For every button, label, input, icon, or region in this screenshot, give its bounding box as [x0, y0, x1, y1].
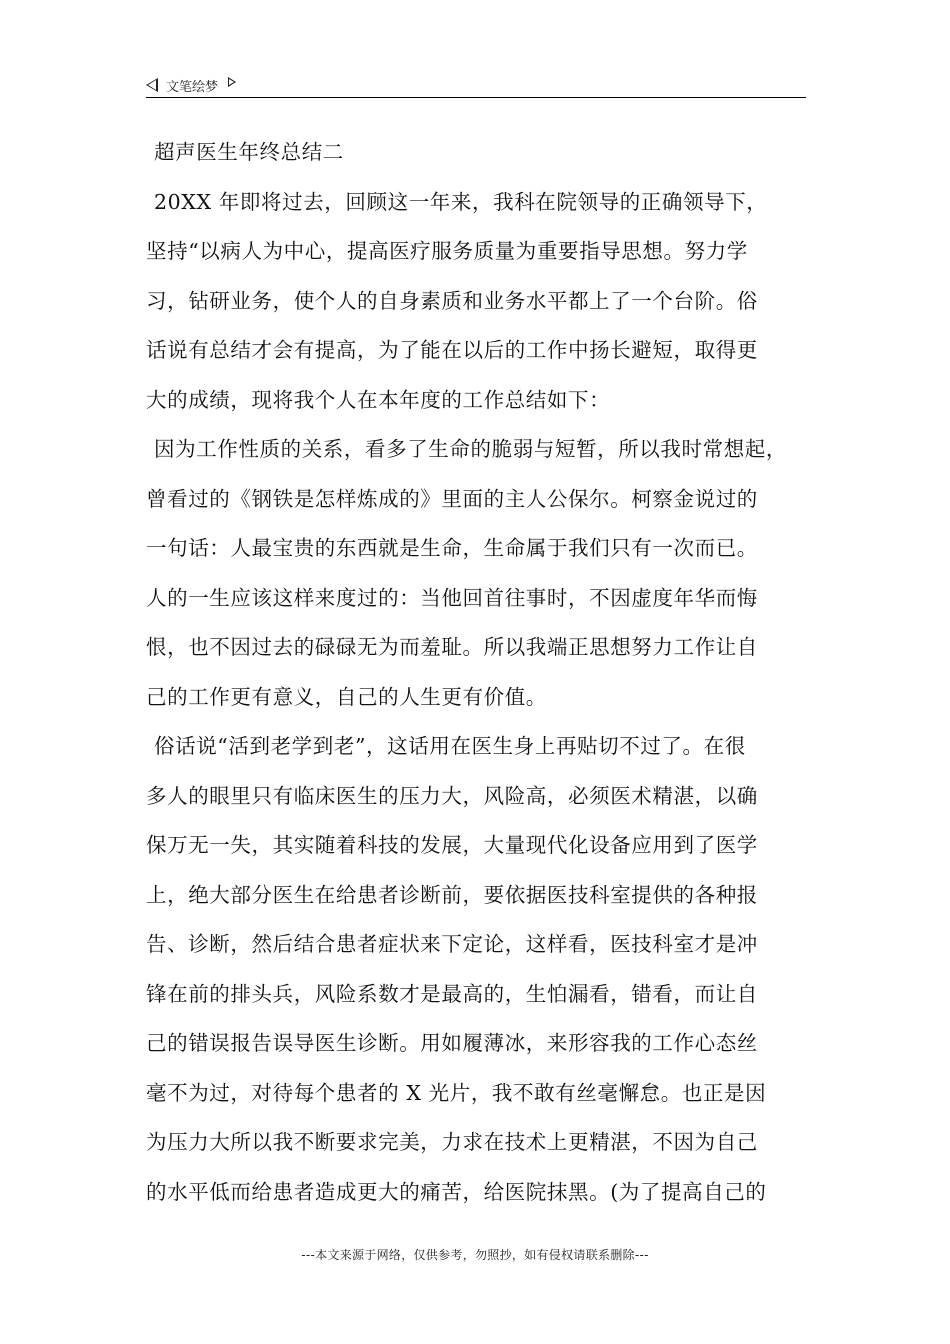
header-brand: 文笔绘梦	[166, 79, 219, 95]
triangle-right-icon	[228, 77, 236, 87]
paragraph-line: 大的成绩，现将我个人在本年度的工作总结如下：	[146, 387, 611, 412]
paragraph-line: 恨，也不因过去的碌碌无为而羞耻。所以我端正思想努力工作让自	[146, 635, 758, 659]
paragraph-line: 己的错误报告误导医生诊断。用如履薄冰，来形容我的工作心态丝	[146, 1031, 758, 1055]
footer-disclaimer: ---本文来源于网络，仅供参考，勿照抄，如有侵权请联系删除---	[301, 1248, 649, 1262]
paragraph-line: 人的一生应该这样来度过的：当他回首往事时，不因虚度年华而悔	[146, 585, 758, 610]
paragraph-line: 为压力大所以我不断要求完美，力求在技术上更精湛，不因为自己	[146, 1130, 758, 1154]
header-divider	[146, 97, 806, 98]
paragraph-line: 20XX 年即将过去，回顾这一年来，我科在院领导的正确领导下，	[154, 189, 768, 214]
page-header	[146, 74, 236, 96]
paragraph-line: 一句话：人最宝贵的东西就是生命，生命属于我们只有一次而已。	[146, 536, 758, 560]
paragraph-line: 毫不为过，对待每个患者的 X 光片，我不敢有丝毫懈怠。也正是因	[146, 1080, 767, 1105]
paragraph-line: 因为工作性质的关系，看多了生命的脆弱与短暂，所以我时常想起，	[154, 437, 787, 461]
paragraph-line: 锋在前的排头兵，风险系数才是最高的，生怕漏看，错看，而让自	[146, 981, 758, 1006]
paragraph-line: 告、诊断，然后结合患者症状来下定论，这样看，医技科室才是冲	[146, 932, 758, 956]
paragraph-line: 坚持“以病人为中心，提高医疗服务质量为重要指导思想。努力学	[146, 239, 748, 263]
paragraph-line: 的水平低而给患者造成更大的痛苦，给医院抹黑。(为了提高自己的	[146, 1179, 767, 1204]
paragraph-line: 多人的眼里只有临床医生的压力大，风险高，必须医术精湛，以确	[146, 783, 758, 808]
paragraph-line: 俗话说“活到老学到老”，这话用在医生身上再贴切不过了。在很	[154, 734, 746, 758]
paragraph-line: 话说有总结才会有提高，为了能在以后的工作中扬长避短，取得更	[146, 338, 758, 362]
triangle-left-icon	[146, 78, 158, 92]
paragraph-line: 曾看过的《钢铁是怎样炼成的》里面的主人公保尔。柯察金说过的	[146, 486, 758, 511]
document-body	[146, 128, 826, 1217]
paragraph-line: 习，钻研业务，使个人的自身素质和业务水平都上了一个台阶。俗	[146, 288, 758, 313]
paragraph-line: 保万无一失，其实随着科技的发展，大量现代化设备应用到了医学	[146, 833, 758, 857]
paragraph-line: 上，绝大部分医生在给患者诊断前，要依据医技科室提供的各种报	[146, 882, 758, 907]
paragraph-line: 己的工作更有意义，自己的人生更有价值。	[146, 684, 547, 709]
document-title: 超声医生年终总结二	[154, 140, 344, 164]
